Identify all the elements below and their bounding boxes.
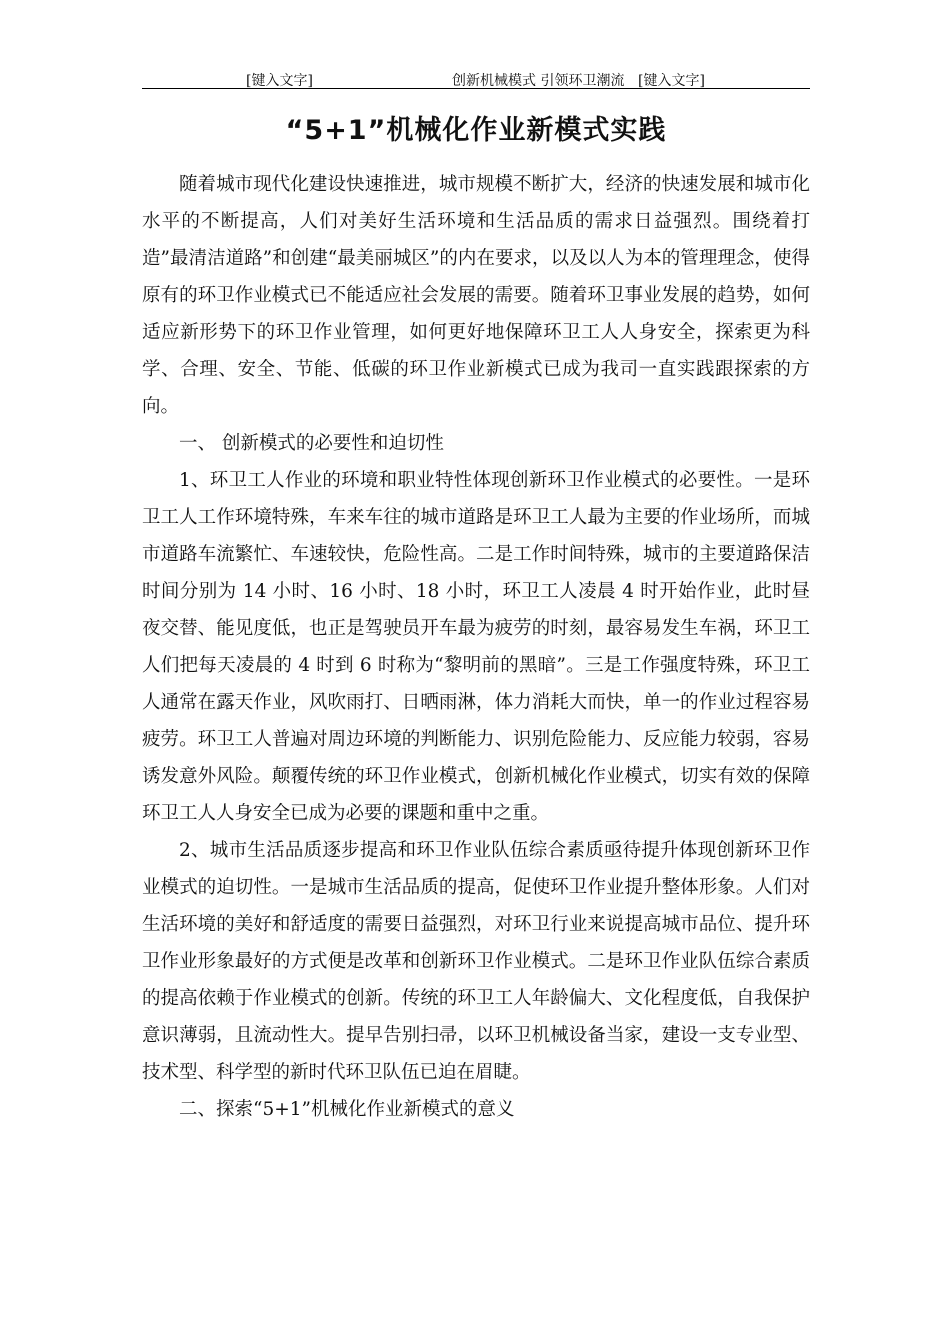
section-heading-2: 二、探索“5+1”机械化作业新模式的意义 — [179, 1099, 515, 1120]
document-title: “5+1”机械化作业新模式实践 — [285, 115, 667, 146]
paragraph-necessity: 1、环卫工人作业的环境和职业特性体现创新环卫作业模式的必要性。一是环卫工人工作环境特殊，车来车往的城市道路是环卫工人最为主要的作业场所，而城市道路车流繁忙、车速较快，危险性高。二是工作时间特殊，城市的主要道路保洁时间分别为 14 小时、16 小时、18 小时，环卫工人凌晨 4 时开始作业，此时昼夜交替、能见度低，也正是驾驶员开车最为疲劳的时刻，最容易发生车祸，环卫工人们把每天凌晨的 4 时到 6 时称为“黎明前的黑暗”。三是工作强度特殊，环卫工人通常在露天作业，风吹雨打、日晒雨淋，体力消耗大而快，单一的作业过程容易疲劳。环卫工人普遍对周边环境的判断能力、识别危险能力、反应能力较弱，容易诱发意外风险。颠覆传统的环卫作业模式，创新机械化作业模式，切实有效的保障环卫工人人身安全已成为必要的课题和重中之重。 — [142, 470, 810, 824]
page-header — [142, 66, 810, 89]
header-right-placeholder: [键入文字] — [638, 73, 705, 89]
paragraph-urgency: 2、城市生活品质逐步提高和环卫作业队伍综合素质亟待提升体现创新环卫作业模式的迫切性。一是城市生活品质的提高，促使环卫作业提升整体形象。人们对生活环境的美好和舒适度的需要日益强烈，对环卫行业来说提高城市品位、提升环卫作业形象最好的方式便是改革和创新环卫作业模式。二是环卫作业队伍综合素质的提高依赖于作业模式的创新。传统的环卫工人年龄偏大、文化程度低，自我保护意识薄弱，且流动性大。提早告别扫帚，以环卫机械设备当家，建设一支专业型、技术型、科学型的新时代环卫队伍已迫在眉睫。 — [142, 840, 810, 1083]
intro-paragraph: 随着城市现代化建设快速推进，城市规模不断扩大，经济的快速发展和城市化水平的不断提高，人们对美好生活环境和生活品质的需求日益强烈。围绕着打造”最清洁道路”和创建“最美丽城区”的内在要求，以及以人为本的管理理念，使得原有的环卫作业模式已不能适应社会发展的需要。随着环卫事业发展的趋势，如何适应新形势下的环卫作业管理，如何更好地保障环卫工人人身安全，探索更为科学、合理、安全、节能、低碳的环卫作业新模式已成为我司一直实践跟探索的方向。 — [142, 174, 810, 417]
header-center-text: 创新机械模式 引领环卫潮流 — [452, 73, 625, 89]
section-heading-1: 一、 创新模式的必要性和迫切性 — [179, 433, 444, 454]
document-body — [142, 166, 810, 1128]
header-left-placeholder: [键入文字] — [246, 73, 313, 89]
